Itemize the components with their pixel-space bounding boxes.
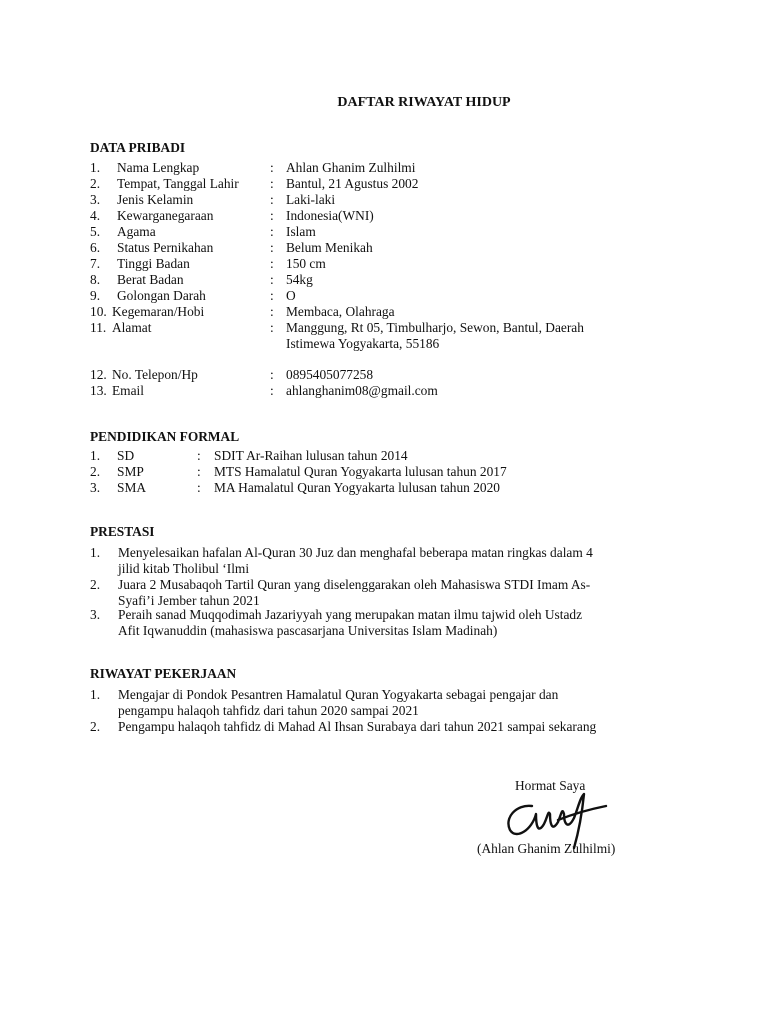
row-colon: : [270, 256, 274, 271]
item-text: Mengajar di Pondok Pesantren Hamalatul Quran Yogyakarta sebagai pengajar dan pengampu halaqoh tahfidz dari tahun 2020 sampai 2021 [118, 687, 559, 718]
row-number: 3. [90, 480, 101, 495]
row-number: 12. [90, 367, 107, 382]
row-value: Indonesia(WNI) [286, 208, 374, 223]
row-label: No. Telepon/Hp [112, 367, 198, 382]
row-label: Golongan Darah [117, 288, 206, 303]
row-value: MTS Hamalatul Quran Yogyakarta lulusan tahun 2017 [214, 464, 507, 479]
row-value: Laki-laki [286, 192, 336, 207]
item-text: Peraih sanad Muqqodimah Jazariyyah yang merupakan matan ilmu tajwid oleh Ustadz Afit Iqwanuddin (mahasiswa pascasarjana Universitas Islam Madinah) [118, 607, 583, 638]
row-value: 150 cm [286, 256, 326, 271]
row-value: 0895405077258 [286, 367, 374, 382]
row-value: Islam [286, 224, 316, 239]
row-colon: : [270, 304, 274, 319]
item-text: Menyelesaikan hafalan Al-Quran 30 Juz dan menghafal beberapa matan ringkas dalam 4 jilid kitab Tholibul ‘Ilmi [118, 545, 593, 576]
row-colon: : [270, 176, 274, 191]
row-value: Bantul, 21 Agustus 2002 [286, 176, 419, 191]
row-colon: : [197, 448, 201, 463]
row-label: Berat Badan [117, 272, 184, 287]
row-colon: : [270, 208, 274, 223]
row-label: Email [112, 383, 144, 398]
row-number: 3. [90, 192, 101, 207]
row-label: Kegemaran/Hobi [112, 304, 205, 319]
section-heading-pekerjaan: RIWAYAT PEKERJAAN [90, 666, 237, 681]
row-number: 2. [90, 464, 101, 479]
row-number: 7. [90, 256, 101, 271]
row-label: Agama [117, 224, 156, 239]
row-value: Belum Menikah [286, 240, 373, 255]
row-label: Nama Lengkap [117, 160, 200, 175]
signature-closing: Hormat Saya [515, 778, 586, 793]
item-text: Juara 2 Musabaqoh Tartil Quran yang diselenggarakan oleh Mahasiswa STDI Imam As- Syafi’i Jember tahun 2021 [118, 577, 591, 608]
row-number: 6. [90, 240, 101, 255]
row-colon: : [270, 367, 274, 382]
item-number: 1. [90, 545, 101, 560]
document-title: DAFTAR RIWAYAT HIDUP [337, 95, 511, 110]
row-value: Membaca, Olahraga [286, 304, 395, 319]
row-number: 8. [90, 272, 101, 287]
row-colon: : [197, 464, 201, 479]
row-value: O [286, 288, 296, 303]
row-colon: : [270, 383, 274, 398]
row-number: 2. [90, 176, 101, 191]
item-number: 2. [90, 719, 101, 734]
section-heading-prestasi: PRESTASI [90, 524, 155, 539]
row-label: Tempat, Tanggal Lahir [117, 176, 239, 191]
row-label: Status Pernikahan [117, 240, 214, 255]
row-colon: : [270, 224, 274, 239]
row-label: SD [117, 448, 135, 463]
row-colon: : [270, 320, 274, 335]
row-colon: : [270, 272, 274, 287]
row-number: 11. [90, 320, 107, 335]
row-number: 10. [90, 304, 107, 319]
item-number: 1. [90, 687, 101, 702]
row-colon: : [197, 480, 201, 495]
row-colon: : [270, 192, 274, 207]
row-label: Alamat [112, 320, 152, 335]
signature-name: (Ahlan Ghanim Zulhilmi) [477, 841, 616, 856]
row-value: MA Hamalatul Quran Yogyakarta lulusan tahun 2020 [214, 480, 500, 495]
row-number: 1. [90, 448, 101, 463]
row-colon: : [270, 240, 274, 255]
item-number: 2. [90, 577, 101, 592]
row-value: ahlanghanim08@gmail.com [286, 383, 438, 398]
row-value: Ahlan Ghanim Zulhilmi [286, 160, 416, 175]
row-value: Istimewa Yogyakarta, 55186 [286, 336, 440, 351]
row-label: SMP [117, 464, 144, 479]
row-label: SMA [117, 480, 147, 495]
row-label: Jenis Kelamin [117, 192, 194, 207]
row-number: 13. [90, 383, 107, 398]
row-label: Tinggi Badan [117, 256, 190, 271]
row-label: Kewarganegaraan [117, 208, 214, 223]
row-value: 54kg [286, 272, 313, 287]
row-colon: : [270, 288, 274, 303]
row-number: 5. [90, 224, 101, 239]
row-value: SDIT Ar-Raihan lulusan tahun 2014 [214, 448, 408, 463]
item-number: 3. [90, 607, 101, 622]
row-number: 4. [90, 208, 101, 223]
section-heading-pendidikan: PENDIDIKAN FORMAL [90, 429, 240, 444]
row-number: 1. [90, 160, 101, 175]
item-text: Pengampu halaqoh tahfidz di Mahad Al Ihsan Surabaya dari tahun 2021 sampai sekarang [118, 719, 597, 734]
row-colon: : [270, 160, 274, 175]
row-number: 9. [90, 288, 101, 303]
row-value: Manggung, Rt 05, Timbulharjo, Sewon, Bantul, Daerah [286, 320, 584, 335]
section-heading-data-pribadi: DATA PRIBADI [90, 140, 186, 155]
